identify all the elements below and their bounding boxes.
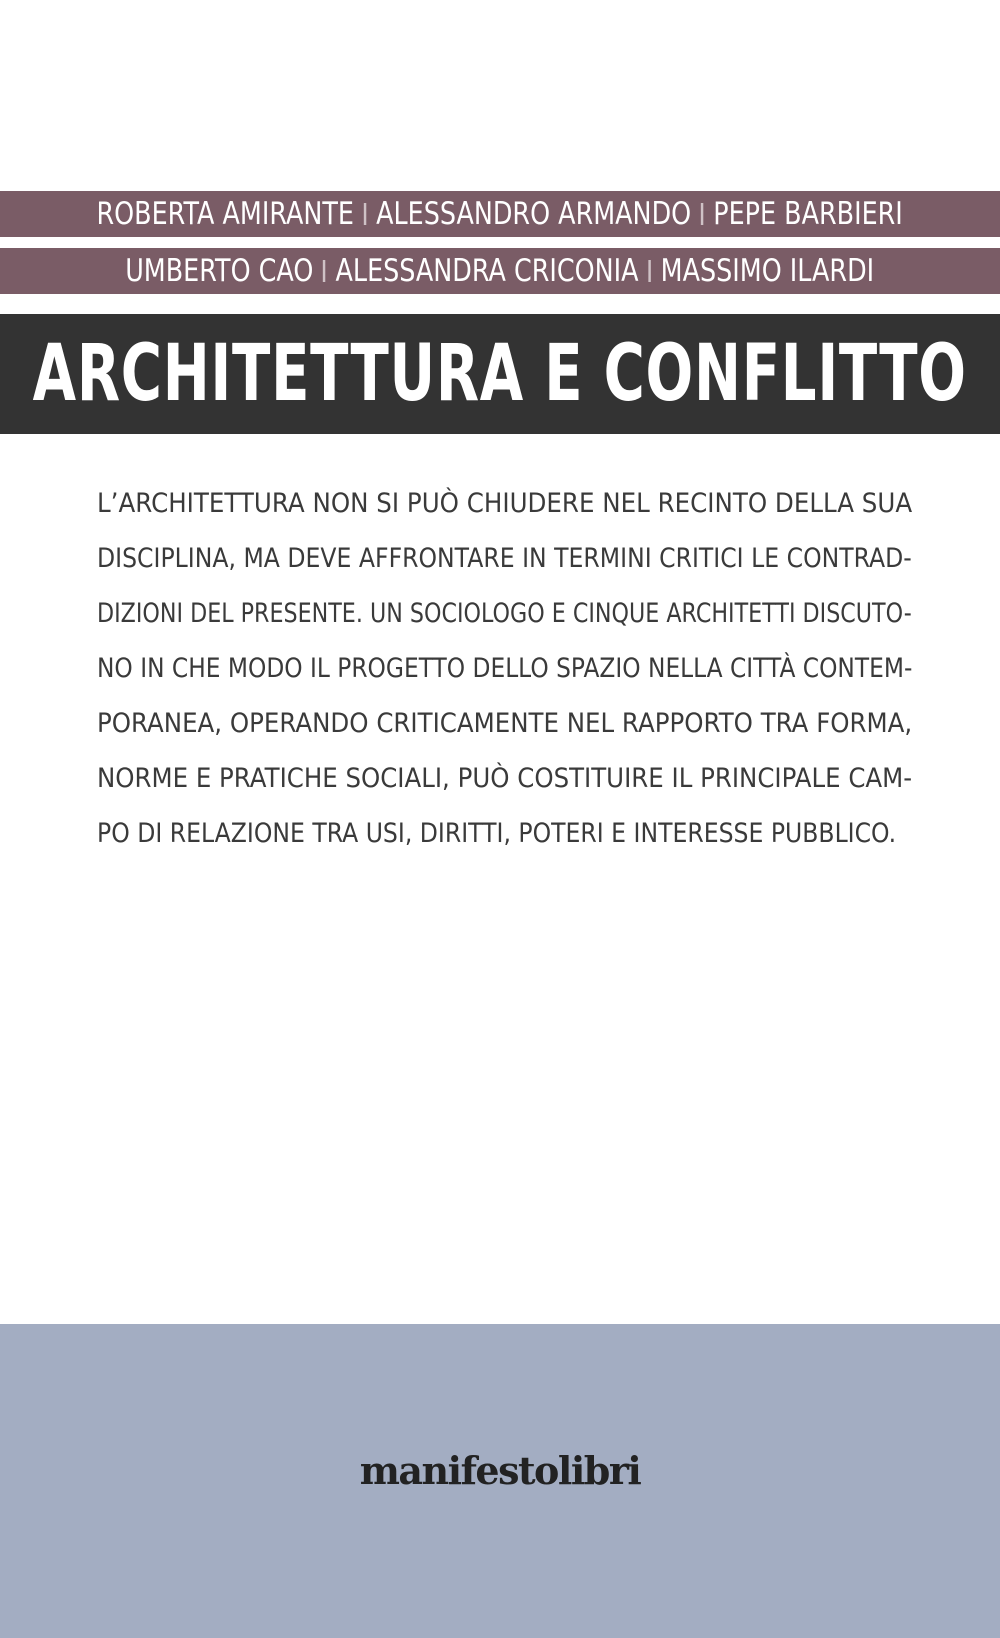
blurb-line: NO IN CHE MODO IL PROGETTO DELLO SPAZIO NELLA CITTÀ CONTEM-: [97, 653, 913, 684]
blurb-line: DISCIPLINA, MA DEVE AFFRONTARE IN TERMINI CRITICI LE CONTRAD-: [97, 543, 912, 574]
blurb-line: PO DI RELAZIONE TRA USI, DIRITTI, POTERI E INTERESSE PUBBLICO.: [97, 818, 897, 849]
blurb-line: DIZIONI DEL PRESENTE. UN SOCIOLOGO E CINQUE ARCHITETTI DISCUTO-: [97, 598, 912, 629]
author-separator: [364, 203, 366, 225]
author-band-top: [0, 191, 1000, 237]
author-name: ALESSANDRA CRICONIA: [335, 253, 639, 289]
title-band: [0, 314, 1000, 434]
author-name: UMBERTO CAO: [125, 253, 314, 289]
book-title: ARCHITETTURA E CONFLITTO: [32, 329, 968, 419]
blurb-line: NORME E PRATICHE SOCIALI, PUÒ COSTITUIRE IL PRINCIPALE CAM-: [97, 763, 913, 794]
author-band-bottom: [0, 248, 1000, 294]
author-name: ROBERTA AMIRANTE: [96, 196, 355, 232]
author-name: ALESSANDRO ARMANDO: [376, 196, 692, 232]
author-separator: [324, 260, 326, 282]
author-separator: [649, 260, 651, 282]
author-name: PEPE BARBIERI: [713, 196, 904, 232]
blurb-line: L’ARCHITETTURA NON SI PUÒ CHIUDERE NEL RECINTO DELLA SUA: [97, 488, 913, 519]
blurb-line: PORANEA, OPERANDO CRITICAMENTE NEL RAPPORTO TRA FORMA,: [97, 708, 913, 739]
back-cover-blurb: [97, 476, 912, 861]
publisher-logo: manifestolibri: [359, 1448, 641, 1493]
author-separator: [701, 203, 703, 225]
author-name: MASSIMO ILARDI: [660, 253, 875, 289]
